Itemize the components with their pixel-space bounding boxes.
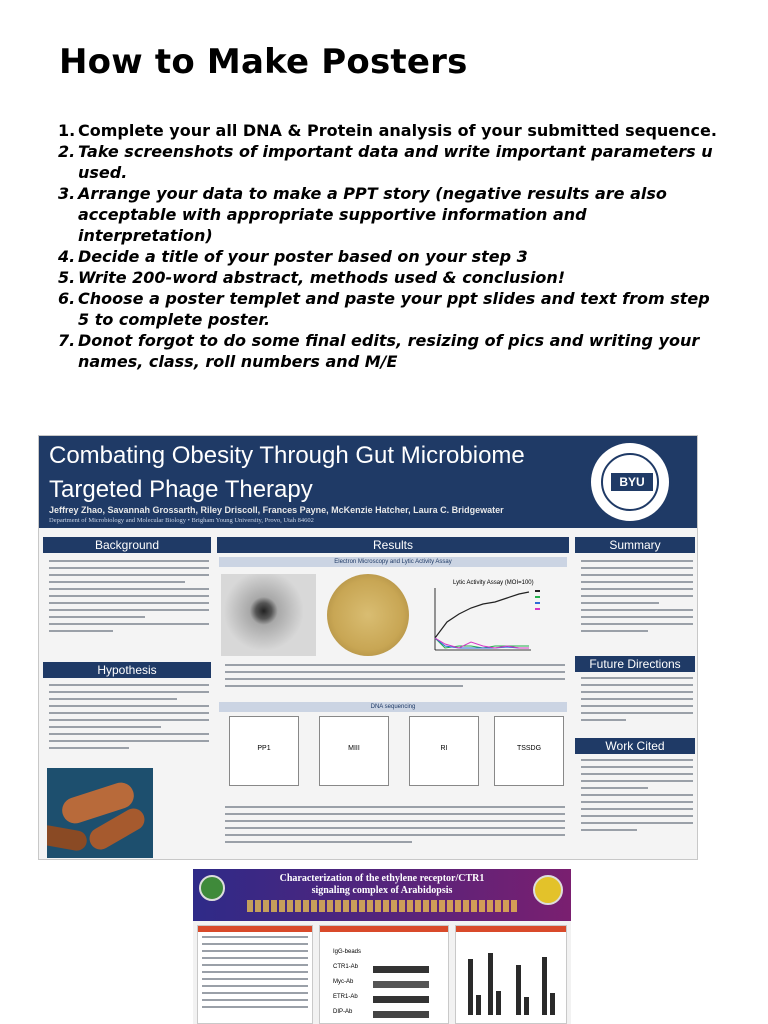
dna-dotplot: TSSDG [494,716,564,786]
results-text [225,664,565,692]
poster2-title-line2: signaling complex of Arabidopsis [311,885,453,896]
chart-title: Lytic Activity Assay (MOI=100) [453,580,534,586]
byu-logo [588,440,672,524]
bar-mark [516,965,521,1015]
section-results: Results [217,537,569,553]
bar-mark [476,995,481,1015]
society-logo [533,875,563,905]
series-line-1 [435,592,529,638]
work-cited-text [581,759,693,836]
legend-swatch [535,590,540,592]
step-item: 2. Take screenshots of important data and write important parameters u used. [58,142,713,182]
electron-micrograph [221,574,316,656]
column-header [320,926,448,932]
step-item: 6. Choose a poster templet and paste your ppt slides and text from step 5 to complete poster. [58,289,710,329]
bar-mark [488,953,493,1015]
example-poster-arabidopsis [193,869,571,1024]
logo-text: BYU [611,473,653,491]
poster-header [39,436,698,528]
background-text [49,560,209,637]
section-work-cited: Work Cited [575,738,695,754]
section-summary: Summary [575,537,695,553]
step-item: 5. Write 200-word abstract, methods used & conclusion! [58,268,566,287]
summary-text [581,560,693,637]
step-item: 7. Donot forgot to do some final edits, resizing of pics and writing your names, class, roll numbers and M/E [58,331,700,371]
poster2-chart-column [455,925,567,1024]
bar-mark [496,991,501,1015]
blot-label: DIP-Ab [333,1009,353,1015]
blot-band [373,966,429,973]
poster-title-line1: Combating Obesity Through Gut Microbiome [49,442,525,469]
lytic-activity-chart [415,576,565,658]
legend-swatch [535,602,540,604]
bacterium-shape [47,824,88,852]
steps-list [58,120,718,372]
dna-dotplot: MIII [319,716,389,786]
subhead-microscopy: Electron Microscopy and Lytic Activity Assay [219,557,567,567]
step-item: 3. Arrange your data to make a PPT story (negative results are also acceptable with appropriate supportive information and interpretation) [58,184,667,245]
seal-ring [601,453,659,511]
poster-department: Department of Microbiology and Molecular Biology • Brigham Young University, Provo, Utah 84602 [49,517,314,524]
step-item: 4. Decide a title of your poster based on your step 3 [58,247,528,266]
blot-band [373,1011,429,1018]
section-future-directions: Future Directions [575,656,695,672]
results-text-2 [225,806,565,848]
blot-band [373,996,429,1003]
blot-label: IgG-beads [333,949,362,955]
section-hypothesis: Hypothesis [43,662,211,678]
blot-label: CTR1-Ab [333,964,359,970]
poster2-authors [247,900,517,912]
legend-swatch [535,596,540,598]
petri-dish-image [327,574,409,656]
dna-dotplot: RI [409,716,479,786]
subhead-dna: DNA sequencing [219,702,567,712]
university-logo [199,875,225,901]
section-background: Background [43,537,211,553]
bar-mark [550,993,555,1015]
dna-dotplot: PP1 [229,716,299,786]
example-poster-obesity [38,435,698,860]
poster2-header [193,869,571,921]
hypothesis-text [49,684,209,754]
step-item: 1. Complete your all DNA & Protein analysis of your submitted sequence. [58,121,717,140]
legend-swatch [535,608,540,610]
poster-title-line2: Targeted Phage Therapy [49,476,313,503]
column-header [456,926,566,932]
bar-mark [524,997,529,1015]
blot-label: ETR1-Ab [333,994,358,1000]
poster2-title-line1: Characterization of the ethylene receptor/CTR1 [279,873,485,884]
page-title: How to Make Posters [59,42,468,82]
poster-authors: Jeffrey Zhao, Savannah Grossarth, Riley Driscoll, Frances Payne, McKenzie Hatcher, Laura C. Bridgewater [49,505,504,515]
column-header [198,926,312,932]
poster2-abstract-column [197,925,313,1024]
future-text [581,677,693,726]
bar-mark [468,959,473,1015]
bacteria-illustration [47,768,153,858]
blot-label: Myc-Ab [333,979,354,985]
abstract-text [202,936,308,1013]
blot-band [373,981,429,988]
bar-mark [542,957,547,1015]
